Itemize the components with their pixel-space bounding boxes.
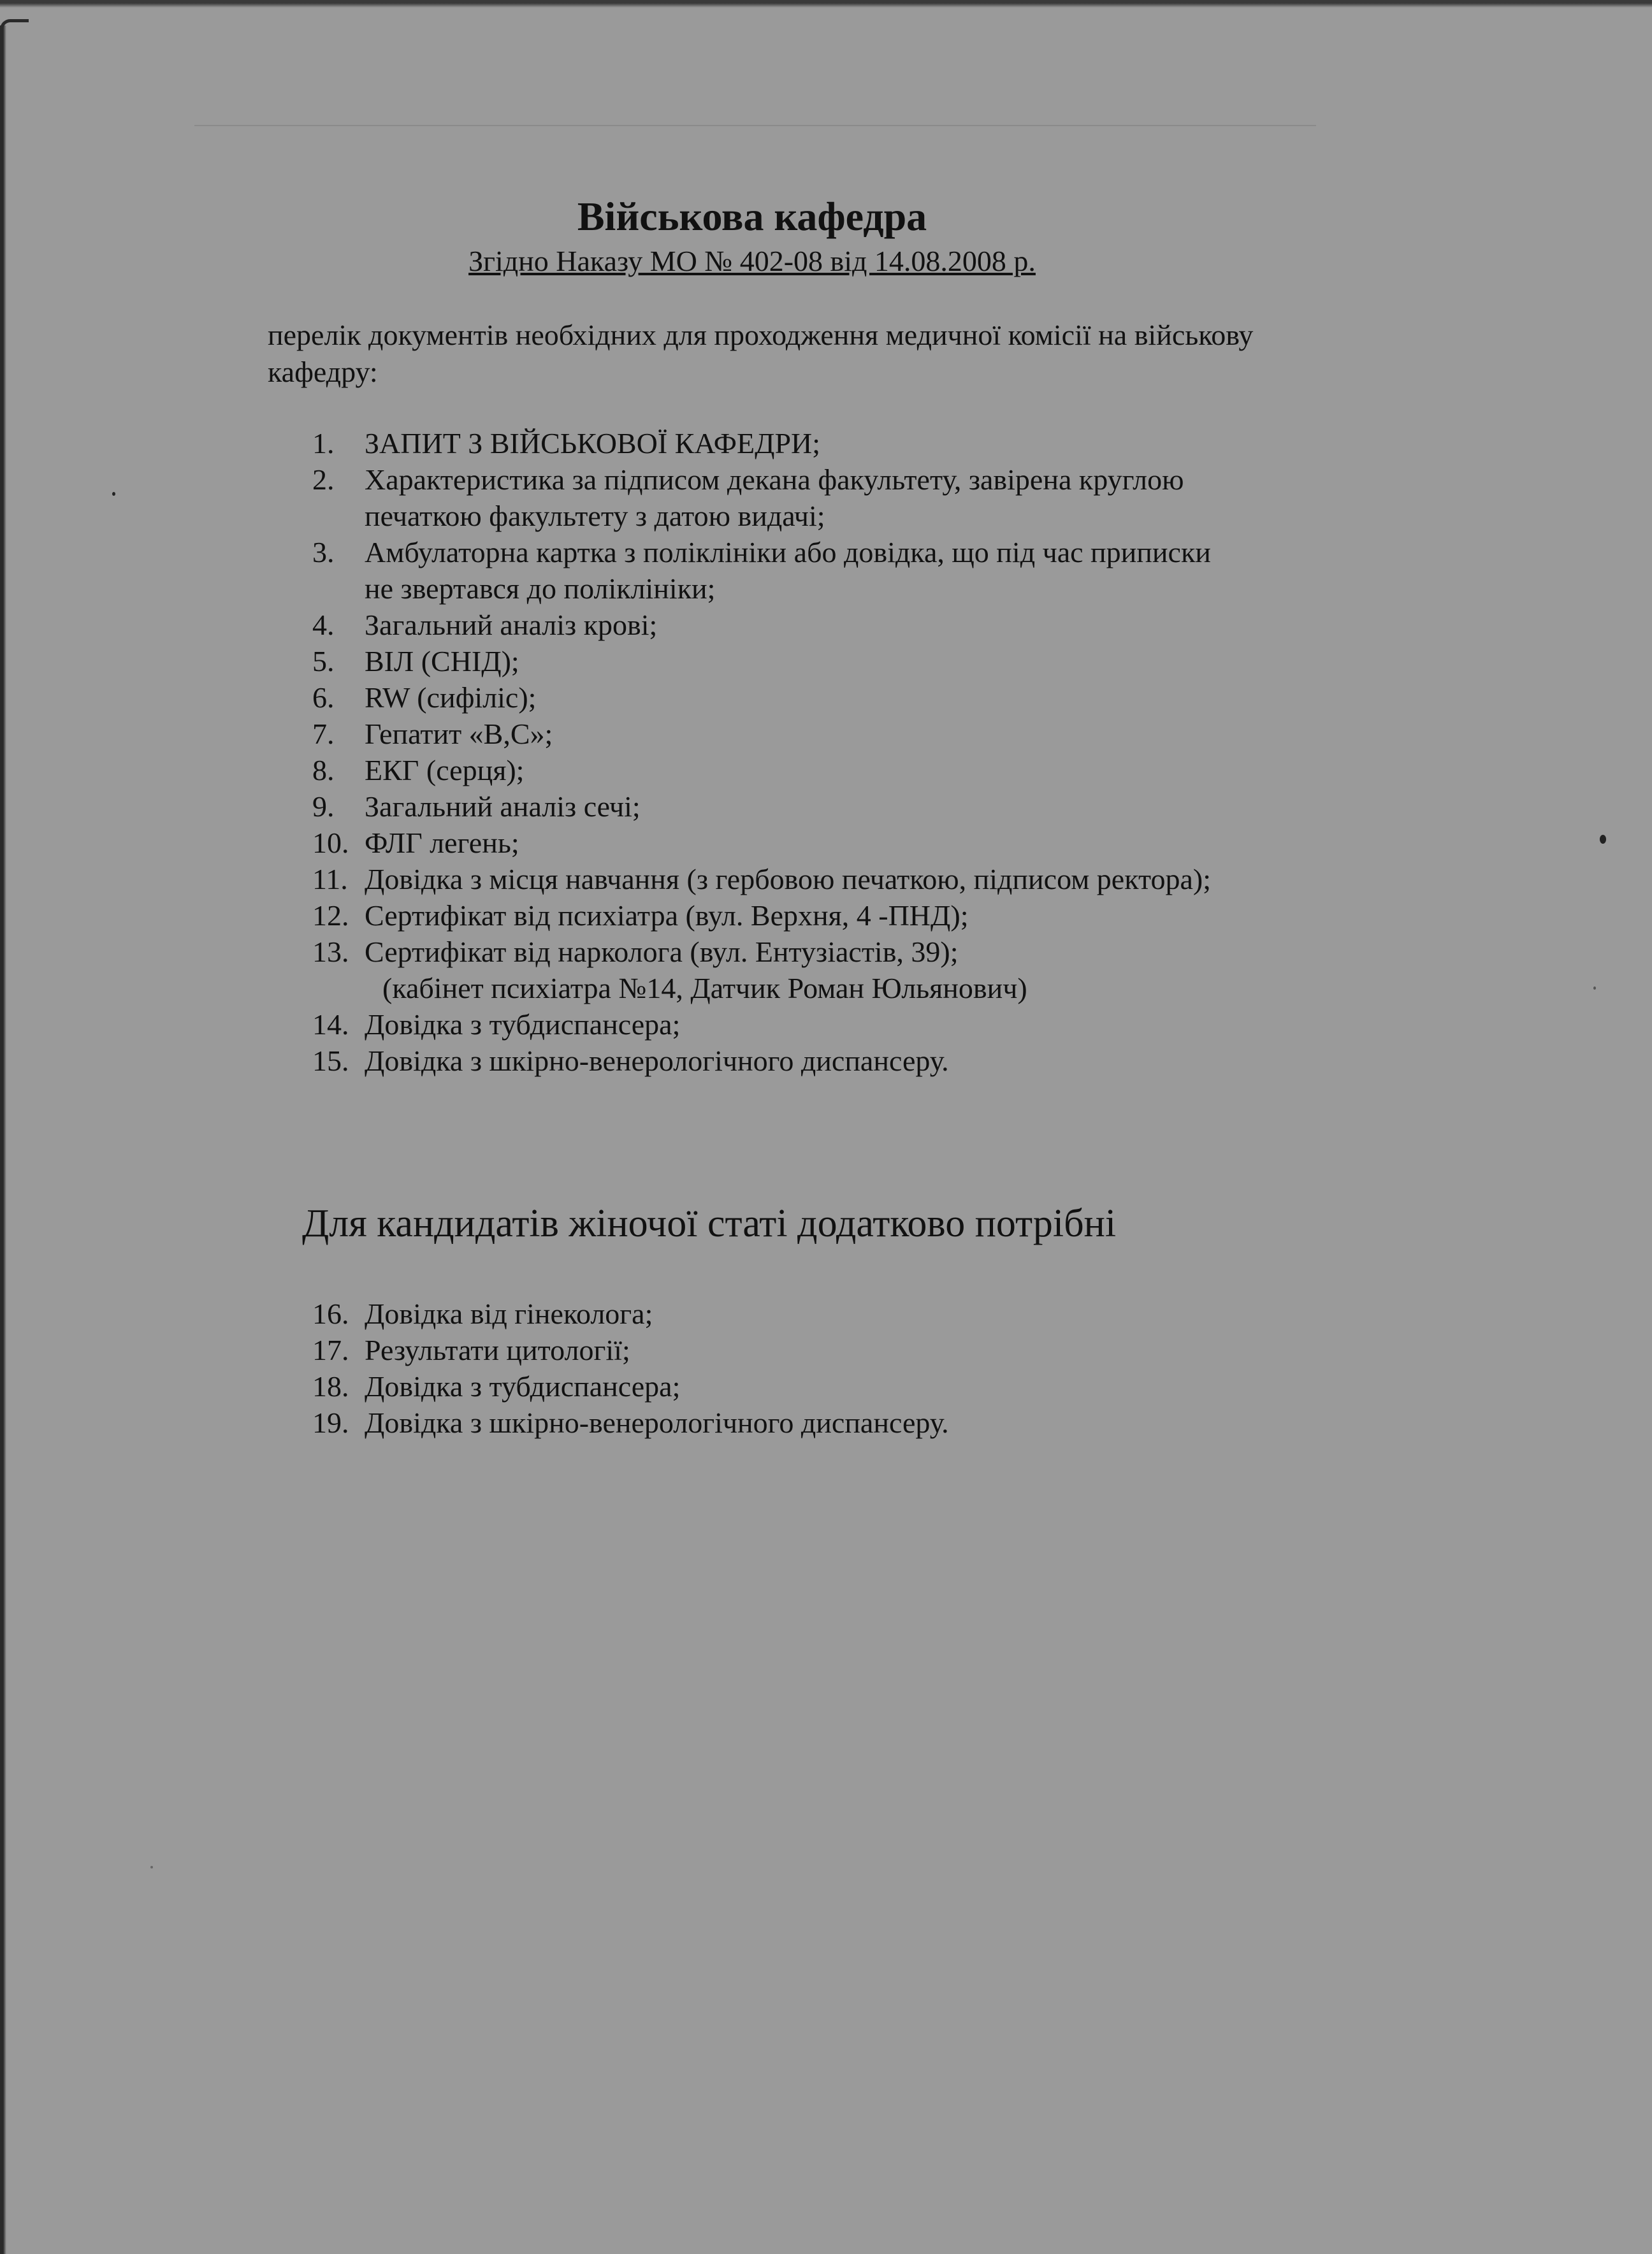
item-number: 6.: [312, 681, 335, 714]
scan-border-left: [0, 25, 6, 2254]
item-number: 5.: [312, 645, 335, 677]
list-item: [312, 607, 1321, 643]
item-number: 11.: [312, 863, 348, 895]
list-item: [312, 425, 1321, 461]
document-title: Військова кафедра: [577, 194, 927, 239]
list-item: [312, 1296, 1321, 1332]
item-text: ФЛГ легень;: [365, 827, 519, 859]
scan-speck: [1593, 986, 1596, 990]
item-number: 7.: [312, 718, 335, 750]
list-item: [312, 861, 1321, 897]
scan-border-top: [0, 0, 1652, 8]
item-text: RW (сифіліс);: [365, 681, 537, 714]
list-item: [312, 752, 1321, 788]
list-item: [312, 788, 1321, 825]
list-item: [312, 679, 1321, 716]
required-documents-list: [312, 425, 1321, 1079]
item-text: Довідка з шкірно-венерологічного диспансеру.: [365, 1406, 949, 1439]
item-text: ВІЛ (СНІД);: [365, 645, 519, 677]
list-item: [312, 1405, 1321, 1441]
list-item: [312, 1006, 1321, 1043]
item-number: 16.: [312, 1297, 349, 1330]
item-number: 13.: [312, 936, 349, 968]
list-item: [312, 716, 1321, 752]
item-number: 19.: [312, 1406, 349, 1439]
list-item: [312, 1368, 1321, 1405]
intro-paragraph: перелік документів необхідних для проходження медичної комісії на військову кафедру:: [268, 319, 1254, 388]
item-text: Сертифікат від психіатра (вул. Верхня, 4 -ПНД);: [365, 899, 969, 932]
list-item: [312, 534, 1321, 607]
item-text: ЗАПИТ З ВІЙСЬКОВОЇ КАФЕДРИ;: [365, 427, 821, 459]
item-number: 8.: [312, 754, 335, 786]
item-text: Довідка з шкірно-венерологічного диспансеру.: [365, 1044, 949, 1077]
list-item: [312, 934, 1321, 1006]
item-number: 3.: [312, 536, 335, 568]
item-number: 9.: [312, 790, 335, 823]
scan-speck: [112, 492, 115, 496]
female-documents-list: [312, 1296, 1321, 1441]
item-number: 18.: [312, 1370, 349, 1403]
item-text: Довідка з місця навчання (з гербовою печаткою, підписом ректора);: [365, 863, 1211, 895]
item-text: Характеристика за підписом декана факультету, завірена круглою печаткою факультету з датою видачі;: [365, 463, 1184, 532]
list-item: [312, 461, 1321, 534]
item-text: Результати цитології;: [365, 1334, 630, 1366]
item-number: 14.: [312, 1008, 349, 1041]
list-item: [312, 1043, 1321, 1079]
scan-corner: [0, 19, 29, 48]
item-number: 17.: [312, 1334, 349, 1366]
item-text: Загальний аналіз крові;: [365, 609, 658, 641]
item-text: Амбулаторна картка з поліклініки або довідка, що під час приписки не звертався до поліклініки;: [365, 536, 1211, 605]
female-section-heading: Для кандидатів жіночої статі додатково потрібні: [302, 1202, 1117, 1245]
item-text: Довідка з тубдиспансера;: [365, 1008, 681, 1041]
item-text: Загальний аналіз сечі;: [365, 790, 641, 823]
item-text: ЕКГ (серця);: [365, 754, 525, 786]
list-item: [312, 1332, 1321, 1368]
item-number: 10.: [312, 827, 349, 859]
item-text: Гепатит «В,С»;: [365, 718, 553, 750]
list-item: [312, 643, 1321, 679]
list-item: [312, 897, 1321, 934]
item-number: 12.: [312, 899, 349, 932]
item-note: (кабінет психіатра №14, Датчик Роман Юльянович): [382, 972, 1027, 1004]
document-subtitle: Згідно Наказу МО № 402-08 від 14.08.2008 р.: [468, 245, 1036, 277]
item-text: Довідка з тубдиспансера;: [365, 1370, 681, 1403]
item-number: 4.: [312, 609, 335, 641]
scan-speck: [1600, 835, 1606, 844]
item-number: 15.: [312, 1044, 349, 1077]
item-number: 1.: [312, 427, 335, 459]
item-number: 2.: [312, 463, 335, 496]
item-text: Сертифікат від нарколога (вул. Ентузіастів, 39);: [365, 936, 959, 968]
item-text: Довідка від гінеколога;: [365, 1297, 653, 1330]
scan-speck: [150, 1866, 153, 1868]
header-rule: [194, 125, 1316, 126]
list-item: [312, 825, 1321, 861]
